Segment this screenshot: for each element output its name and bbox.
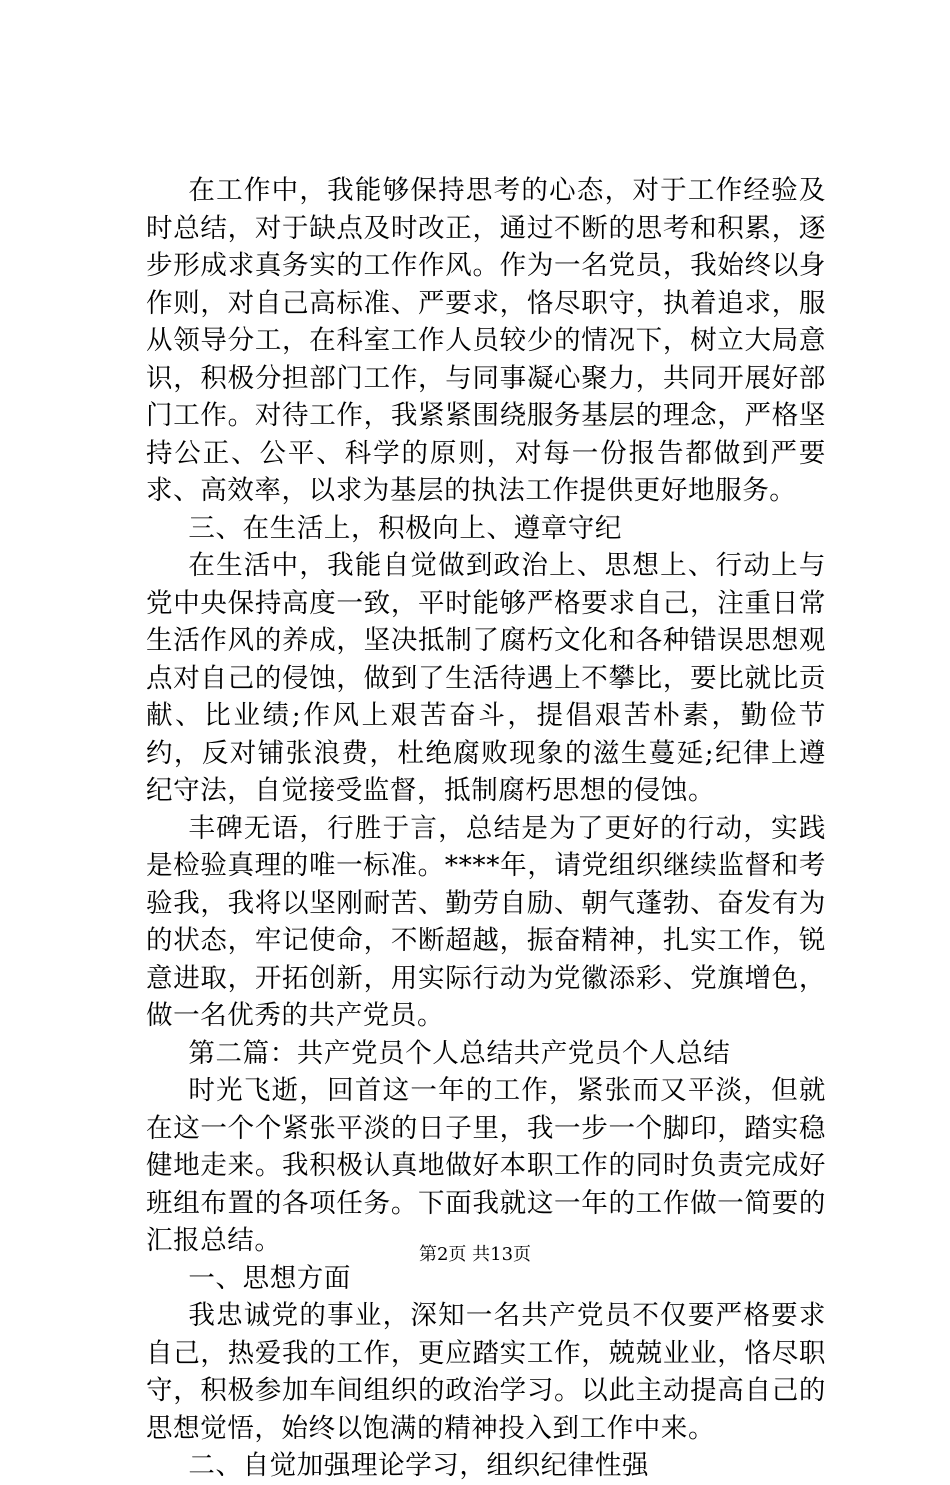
page-number-footer: 第2页 共13页: [418, 1244, 532, 1265]
section-heading-thought: 一、思想方面: [188, 1262, 351, 1294]
section-heading-life: 三、在生活上，积极向上、遵章守纪: [188, 512, 622, 544]
paragraph-conclusion: 丰碑无语，行胜于言，总结是为了更好的行动，实践是检验真理的唯一标准。****年，请党组织继续监督和考验我，我将以坚刚耐苦、勤劳自励、朝气蓬勃、奋发有为的状态，牢记使命，不断超越，振奋精神，扎实工作，锐意进取，开拓创新，用实际行动为党徽添彩、党旗增色，做一名优秀的共产党员。: [146, 812, 826, 1031]
chapter-heading-second: 第二篇：共产党员个人总结共产党员个人总结: [188, 1037, 731, 1069]
paragraph-loyalty: 我忠诚党的事业，深知一名共产党员不仅要严格要求自己，热爱我的工作，更应踏实工作，兢兢业业，恪尽职守，积极参加车间组织的政治学习。以此主动提高自己的思想觉悟，始终以饱满的精神投入到工作中来。: [146, 1300, 826, 1444]
document-body: [146, 172, 826, 1485]
section-heading-theory: 二、自觉加强理论学习，组织纪律性强: [188, 1450, 650, 1481]
paragraph-work-attitude: 在工作中，我能够保持思考的心态，对于工作经验及时总结，对于缺点及时改正，通过不断的思考和积累，逐步形成求真务实的工作作风。作为一名党员，我始终以身作则，对自己高标准、严要求，恪尽职守，执着追求，服从领导分工，在科室工作人员较少的情况下，树立大局意识，积极分担部门工作，与同事凝心聚力，共同开展好部门工作。对待工作，我紧紧围绕服务基层的理念，严格坚持公正、公平、科学的原则，对每一份报告都做到严要求、高效率，以求为基层的执法工作提供更好地服务。: [146, 175, 826, 506]
paragraph-life-discipline: 在生活中，我能自觉做到政治上、思想上、行动上与党中央保持高度一致，平时能够严格要求自己，注重日常生活作风的养成，坚决抵制了腐朽文化和各种错误思想观点对自己的侵蚀，做到了生活待遇上不攀比，要比就比贡献、比业绩;作风上艰苦奋斗，提倡艰苦朴素，勤俭节约，反对铺张浪费，杜绝腐败现象的滋生蔓延;纪律上遵纪守法，自觉接受监督，抵制腐朽思想的侵蚀。: [146, 550, 826, 806]
paragraph-year-review: 时光飞逝，回首这一年的工作，紧张而又平淡，但就在这一个个紧张平淡的日子里，我一步一个脚印，踏实稳健地走来。我积极认真地做好本职工作的同时负责完成好班组布置的各项任务。下面我就这一年的工作做一简要的汇报总结。: [146, 1075, 826, 1256]
